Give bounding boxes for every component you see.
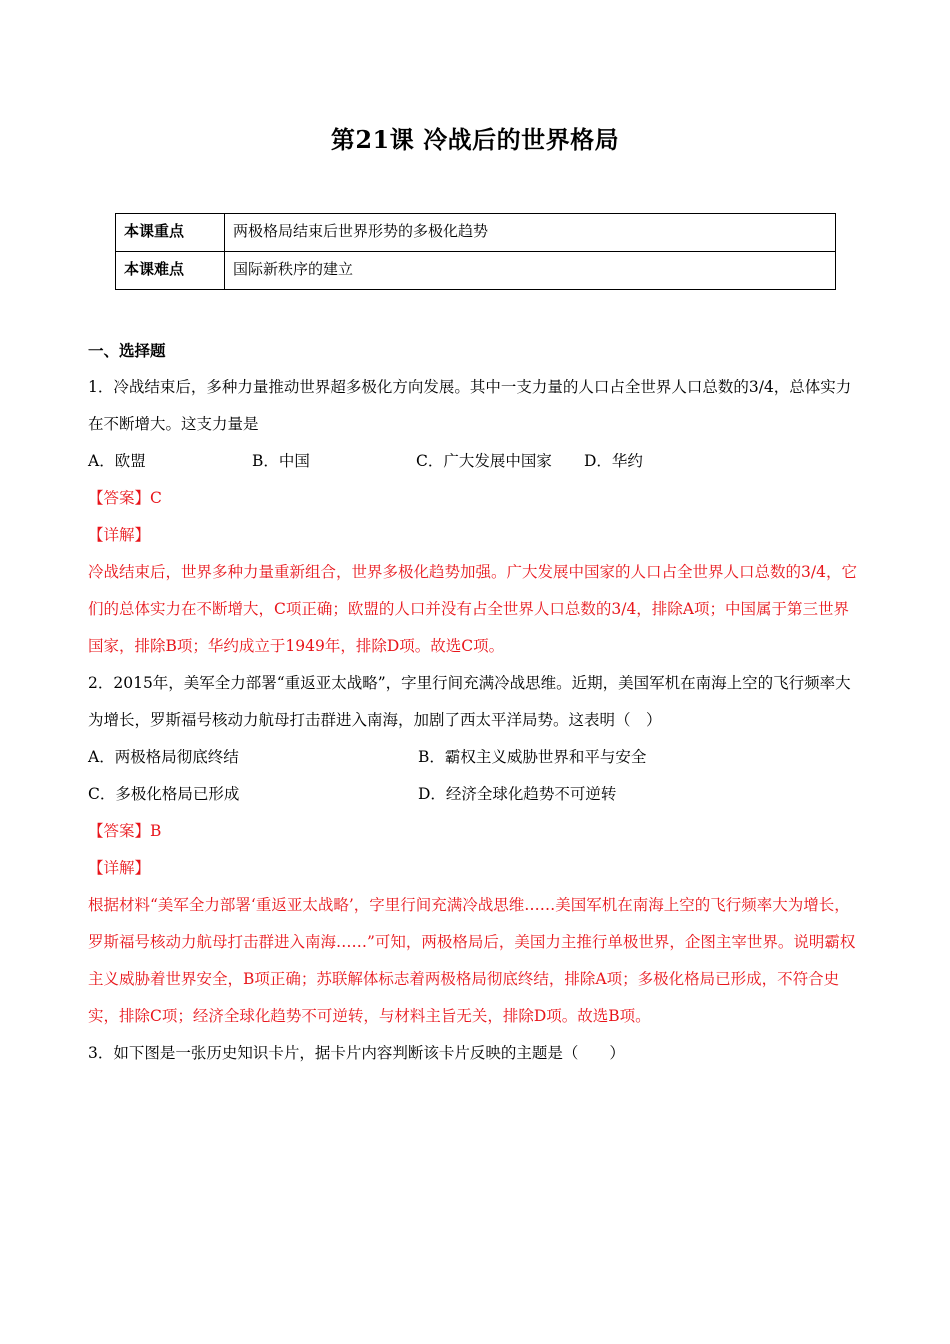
question-1-detail-label: 【详解】 <box>88 526 151 544</box>
question-2-answer: 【答案】B <box>88 822 162 840</box>
page-title: 第21课 冷战后的世界格局 <box>330 125 620 154</box>
question-1-options <box>88 443 863 480</box>
option-d: D．华约 <box>584 452 643 470</box>
option-c: C．广大发展中国家 <box>416 452 552 470</box>
option-b: B．霸权主义威胁世界和平与安全 <box>418 748 647 766</box>
question-1-detail: 冷战结束后，世界多种力量重新组合，世界多极化趋势加强。广大发展中国家的人口占全世界人口总数的3/4，它们的总体实力在不断增大，C项正确；欧盟的人口并没有占全世界人口总数的3/4，排除A项；中国属于第三世界国家，排除B项；华约成立于1949年，排除D项。故选C项。 <box>88 563 857 655</box>
question-2-options-row-1 <box>88 739 863 776</box>
question-2-detail-label: 【详解】 <box>88 859 151 877</box>
option-a: A．欧盟 <box>88 452 146 470</box>
option-c: C．多极化格局已形成 <box>88 785 240 803</box>
option-b: B．中国 <box>252 452 310 470</box>
table-row <box>116 214 836 252</box>
question-2-options-row-2 <box>88 776 863 813</box>
question-2-detail: 根据材料“美军全力部署‘重返亚太战略’，字里行间充满冷战思维……美国军机在南海上空的飞行频率大为增长，罗斯福号核动力航母打击群进入南海……”可知，两极格局后，美国力主推行单极世界，企图主宰世界。说明霸权主义威胁着世界安全，B项正确；苏联解体标志着两极格局彻底终结，排除A项；多极化格局已形成，不符合史实，排除C项；经济全球化趋势不可逆转，与材料主旨无关，排除D项。故选B项。 <box>88 896 856 1025</box>
question-2-stem: 2．2015年，美军全力部署“重返亚太战略”，字里行间充满冷战思维。近期，美国军机在南海上空的飞行频率大为增长，罗斯福号核动力航母打击群进入南海，加剧了西太平洋局势。这表明（ ） <box>88 674 851 729</box>
section-heading: 一、选择题 <box>88 341 166 360</box>
document-body <box>88 332 863 1072</box>
option-d: D．经济全球化趋势不可逆转 <box>418 785 617 803</box>
table-row <box>116 252 836 290</box>
key-point-value: 两极格局结束后世界形势的多极化趋势 <box>225 214 836 252</box>
key-points-table <box>115 213 836 290</box>
question-1-answer: 【答案】C <box>88 489 162 507</box>
question-3-stem: 3．如下图是一张历史知识卡片，据卡片内容判断该卡片反映的主题是（ ） <box>88 1044 625 1062</box>
key-point-label: 本课重点 <box>116 214 225 252</box>
question-1-stem: 1．冷战结束后，多种力量推动世界超多极化方向发展。其中一支力量的人口占全世界人口总数的3/4，总体实力在不断增大。这支力量是 <box>88 378 852 433</box>
option-a: A．两极格局彻底终结 <box>88 748 239 766</box>
difficulty-label: 本课难点 <box>116 252 225 290</box>
difficulty-value: 国际新秩序的建立 <box>225 252 836 290</box>
